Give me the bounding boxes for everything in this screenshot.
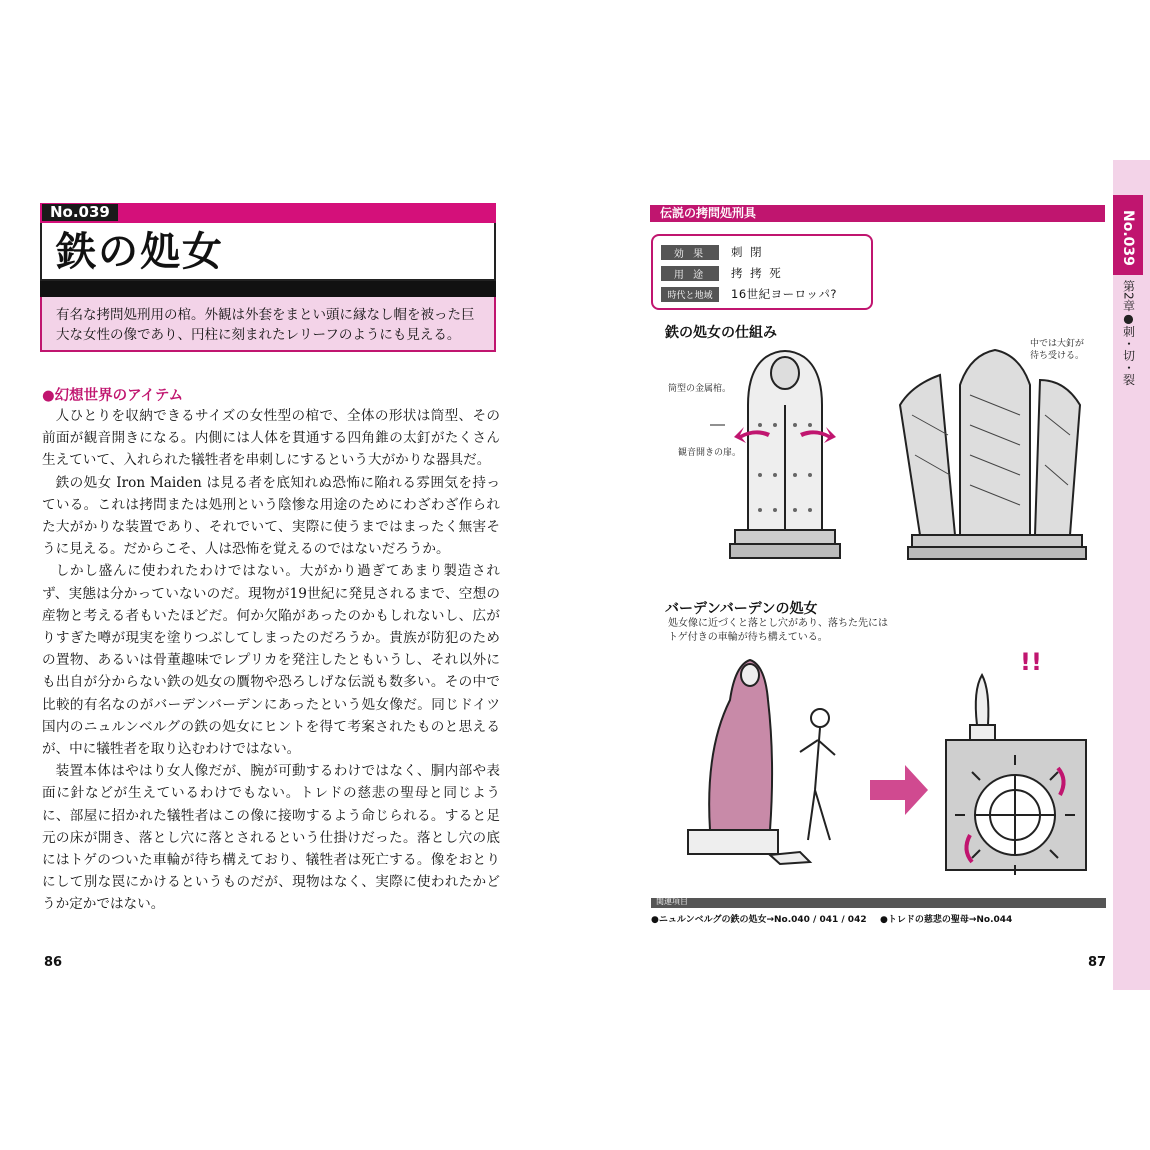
info-row	[661, 286, 837, 302]
figure-title: バーデンバーデンの処女	[665, 601, 818, 617]
section-heading: ●幻想世界のアイテム	[42, 388, 184, 404]
info-value: 拷 拷 死	[731, 266, 783, 280]
closed-maiden-illustration	[710, 351, 840, 558]
related-link[interactable]: ●ニュルンベルグの鉄の処女→No.040 / 041 / 042	[651, 915, 867, 925]
summary-box: 有名な拷問処刑用の棺。外観は外套をまとい頭に縁なし帽を被った巨大な女性の像であり、円柱に刻まれたレリーフのようにも見える。	[40, 297, 496, 352]
info-key: 効 果	[661, 245, 719, 260]
figure-title: 鉄の処女の仕組み	[665, 325, 777, 341]
figure-caption: トゲ付きの車輪が待ち構えている。	[668, 632, 828, 643]
info-value: 16世紀ヨーロッパ?	[731, 287, 838, 301]
figure-note: 観音開きの扉。	[678, 448, 742, 458]
body-paragraph: 装置本体はやはり女人像だが、腕が可動するわけではなく、胴内部や表面に針などが生えているわけでもない。トレドの慈悲の聖母と同じように、部屋に招かれた犠牲者はこの像に接吻するよう命じられる。すると足元の床が開き、落とし穴に落とされるという仕掛けだった。落とし穴の底にはトゲのついた車輪が待ち構えており、犠牲者は死亡する。像をおとりにして別な罠にかけるというものだが、現物はなく、実際に使われたかどうか定かではない。	[42, 763, 500, 913]
open-maiden-illustration	[900, 350, 1086, 559]
figure-caption: 処女像に近づくと落とし穴があり、落ちた先には	[668, 618, 888, 629]
article-title: 鉄の処女	[56, 229, 224, 275]
category-label: 伝説の拷問処刑具	[660, 206, 757, 220]
body-paragraph: 鉄の処女 Iron Maiden は見る者を底知れぬ恐怖に陥れる雰囲気を持っている。これは拷問または処刑という陰惨な用途のためにわざわざ作られた大がかりな装置であり、それでいて、実際に使うまではまったく無害そうに見える。だからこそ、人は恐怖を覚えるのではないだろうか。	[42, 474, 500, 558]
info-value: 刺 閉	[731, 245, 764, 259]
info-box	[651, 234, 873, 310]
figure-note: 待ち受ける。	[1030, 351, 1085, 361]
iron-maiden-diagram	[650, 335, 1110, 575]
maiden-statue-illustration	[688, 660, 778, 854]
info-row	[661, 265, 783, 281]
related-link[interactable]: ●トレドの慈悲の聖母→No.044	[880, 915, 1013, 925]
page-number-right: 87	[1088, 955, 1107, 970]
side-tab-chapter: 第2章●刺・切・裂	[1121, 280, 1136, 386]
figure-note: 中では大釘が	[1030, 339, 1085, 349]
body-paragraph: 人ひとりを収納できるサイズの女性型の棺で、全体の形状は筒型、その前面が観音開きになる。内側には人体を貫通する四角錐の太釘がたくさん生えていて、入れられた犠牲者を串刺しにするという大がかりな器具だ。	[42, 408, 500, 469]
side-tab-number: No.039	[1120, 209, 1136, 266]
article-number: No.039	[42, 204, 118, 221]
body-text	[42, 405, 500, 916]
victim-figure	[770, 709, 835, 864]
body-paragraph: しかし盛んに使われたわけではない。大がかり過ぎてあまり製造されず、実態は分かっていないのだ。現物が19世紀に発見されるまで、空想の産物と考える者もいたほどだ。何か欠陥があったのかもしれないし、広がりすぎた噂が現実を塗りつぶしてしまったのだろうか。貴族が防犯のための置物、あるいは骨董趣味でレプリカを発注したともいうし、それ以外にも出自が分からない鉄の処女の贋物や恐ろしげな伝説も数多い。その中で比較的有名なのがバーデンバーデンにあったという処女像だ。同じドイツ国内のニュルンベルグの鉄の処女にヒントを得て考案されたものと思えるが、中に犠牲者を取り込むわけではない。	[42, 563, 500, 758]
page-number-left: 86	[44, 955, 63, 970]
trap-room-illustration	[946, 675, 1086, 875]
related-label: 関連項目	[656, 897, 688, 906]
title-underbar	[40, 281, 496, 297]
transition-arrow	[870, 765, 928, 815]
figure-note: 筒型の金属棺。	[668, 384, 732, 394]
exclaim-mark: !!	[1020, 648, 1042, 676]
info-key: 用 途	[661, 266, 719, 281]
baden-maiden-diagram	[670, 640, 1110, 880]
info-row	[661, 244, 764, 260]
related-bar	[651, 898, 1106, 908]
info-key: 時代と地域	[661, 287, 719, 302]
